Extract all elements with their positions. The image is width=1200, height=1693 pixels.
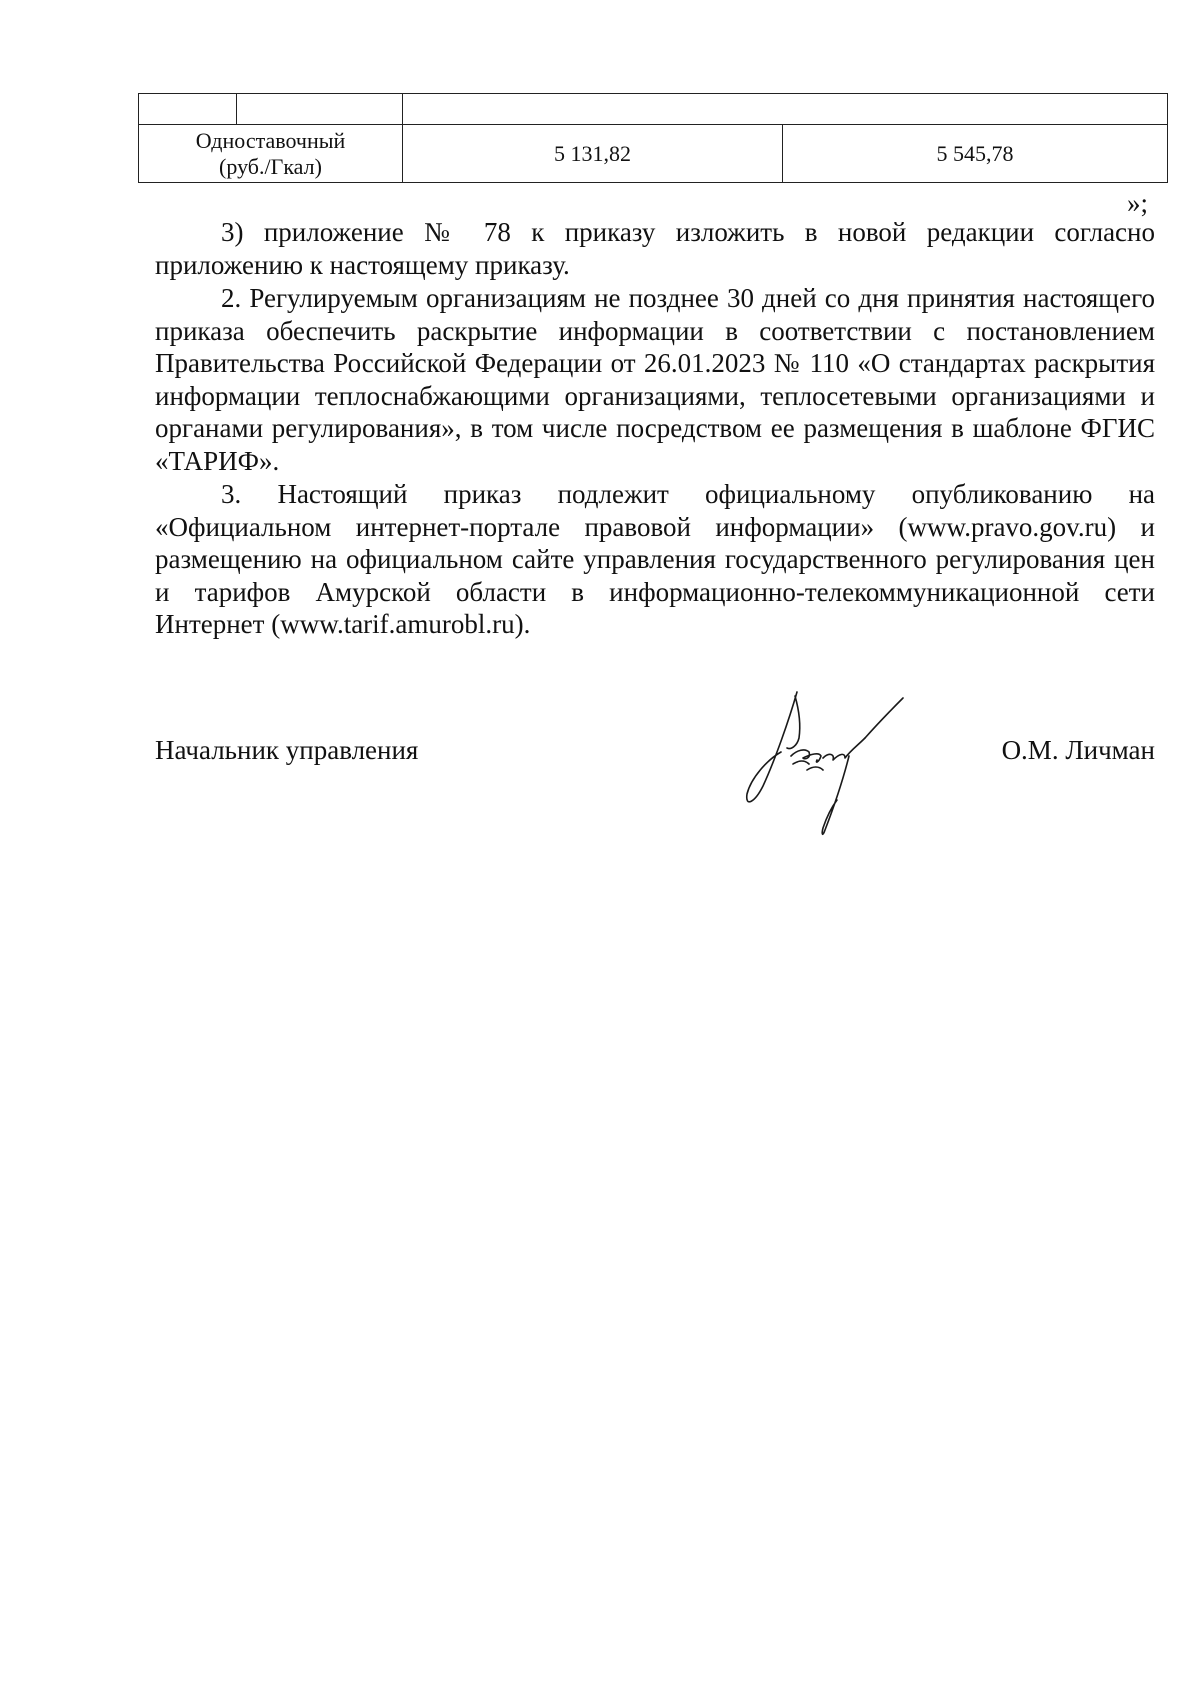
- tariff-value-cell-1: 5 131,82: [403, 125, 783, 183]
- tariff-label-line1: Одноставочный: [195, 127, 346, 153]
- closing-quote: »;: [1126, 188, 1148, 218]
- signature-block: [155, 735, 1155, 855]
- handwritten-signature-icon: [725, 690, 925, 840]
- signer-position: Начальник управления: [155, 735, 419, 765]
- paragraph-item-3: 3) приложение № 78 к приказу изложить в новой редакции согласно приложению к настоящему приказу.: [155, 217, 1155, 280]
- table-header-row: [139, 94, 1168, 125]
- tariff-value-cell-2: 5 545,78: [783, 125, 1168, 183]
- body-text: [155, 216, 1155, 642]
- signer-name: О.М. Личман: [1001, 735, 1155, 765]
- tariff-label-cell: [139, 125, 403, 183]
- header-cell-right: [403, 94, 1168, 125]
- header-cell-left: [139, 94, 403, 125]
- tariff-label-line2: (руб./Гкал): [219, 153, 322, 179]
- paragraph-3: 3. Настоящий приказ подлежит официальному опубликованию на «Официальном интернет-портале правовой информации» (www.pravo.gov.ru) и размещению на официальном сайте управления государственного регулирования цен и тарифов Амурской области в информационно-телекоммуникационной сети Интернет (www.tarif.amurobl.ru).: [155, 479, 1155, 639]
- cell-divider: [236, 94, 237, 124]
- table-row: [139, 125, 1168, 183]
- tariff-table: [138, 93, 1168, 183]
- paragraph-2: 2. Регулируемым организациям не позднее 30 дней со дня принятия настоящего приказа обеспечить раскрытие информации в соответствии с постановлением Правительства Российской Федерации от 26.01.2023 № 110 «О стандартах раскрытия информации теплоснабжающими организациями, теплосетевыми организациями и органами регулирования», в том числе посредством ее размещения в шаблоне ФГИС «ТАРИФ».: [155, 283, 1155, 476]
